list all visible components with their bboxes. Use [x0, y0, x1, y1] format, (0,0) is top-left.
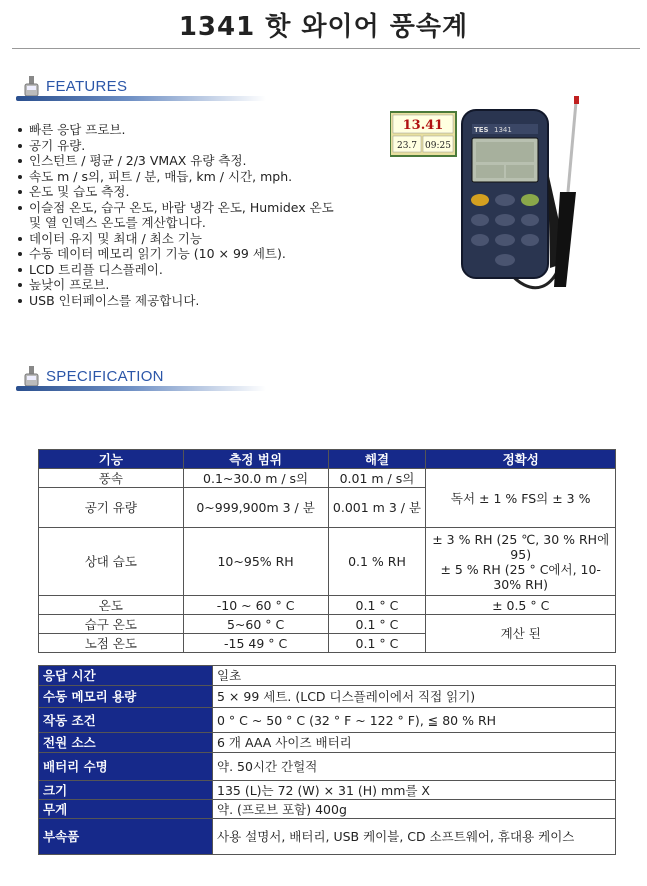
- info-key: 전원 소스: [39, 733, 213, 753]
- feature-item: 속도 m / s의, 피트 / 분, 매듭, km / 시간, mph.: [18, 169, 338, 185]
- spec-header-cell: 해결: [328, 450, 426, 469]
- inset-main-reading: 13.41: [402, 118, 444, 133]
- specification-table: [38, 449, 616, 653]
- info-key: 크기: [39, 781, 213, 800]
- table-row: [39, 469, 616, 488]
- spec-cell: 10~95% RH: [183, 528, 328, 596]
- spec-cell: 0.001 m 3 / 분: [328, 488, 426, 528]
- spec-cell: 온도: [39, 596, 184, 615]
- feature-item: LCD 트리플 디스플레이.: [18, 262, 338, 278]
- meter-brand: TES: [474, 126, 489, 134]
- page-title: 1341 핫 와이어 풍속계: [178, 12, 469, 42]
- feature-item: 수동 데이터 메모리 읽기 기능 (10 × 99 세트).: [18, 246, 338, 262]
- table-row: [39, 781, 616, 800]
- info-value: 약. 50시간 간헐적: [213, 753, 616, 781]
- spec-cell: -15 49 ° C: [183, 634, 328, 653]
- feature-item: 공기 유량.: [18, 138, 338, 154]
- spec-cell: 0.1~30.0 m / s의: [183, 469, 328, 488]
- spec-cell: 풍속: [39, 469, 184, 488]
- inset-display: [390, 112, 456, 156]
- info-key: 수동 메모리 용량: [39, 686, 213, 708]
- feature-item: 빠른 응답 프로브.: [18, 122, 338, 138]
- info-value: 0 ° C ~ 50 ° C (32 ° F ~ 122 ° F), ≦ 80 % RH: [213, 708, 616, 733]
- spec-header-cell: 기능: [39, 450, 184, 469]
- info-key: 작동 조건: [39, 708, 213, 733]
- table-row: [39, 753, 616, 781]
- anemometer-product-image: [390, 92, 630, 307]
- feature-item: 온도 및 습도 측정.: [18, 184, 338, 200]
- feature-item: 데이터 유지 및 최대 / 최소 기능: [18, 231, 338, 247]
- spec-cell: 상대 습도: [39, 528, 184, 596]
- spec-cell: 습구 온도: [39, 615, 184, 634]
- info-value: 약. (프로브 포함) 400g: [213, 800, 616, 819]
- feature-item: 높낮이 프로브.: [18, 277, 338, 293]
- meter-model: 1341: [494, 126, 512, 134]
- table-row: [39, 733, 616, 753]
- spec-cell: 공기 유량: [39, 488, 184, 528]
- spec-cell: 5~60 ° C: [183, 615, 328, 634]
- info-key: 부속품: [39, 819, 213, 855]
- table-row: [39, 528, 616, 596]
- feature-item: 인스턴트 / 평균 / 2/3 VMAX 유량 측정.: [18, 153, 338, 169]
- table-row: [39, 615, 616, 634]
- spec-header-row: [39, 450, 616, 469]
- table-row: [39, 800, 616, 819]
- table-row: [39, 686, 616, 708]
- spec-cell: 계산 된: [426, 615, 616, 653]
- table-row: [39, 666, 616, 686]
- spec-cell: -10 ~ 60 ° C: [183, 596, 328, 615]
- specification-heading-bar: [16, 386, 266, 391]
- table-row: [39, 708, 616, 733]
- info-value: 사용 설명서, 배터리, USB 케이블, CD 소프트웨어, 휴대용 케이스: [213, 819, 616, 855]
- info-value: 6 개 AAA 사이즈 배터리: [213, 733, 616, 753]
- spec-cell: 0.1 ° C: [328, 634, 426, 653]
- spec-header-cell: 정확성: [426, 450, 616, 469]
- general-info-table: [38, 665, 616, 855]
- spec-cell: ± 3 % RH (25 ℃, 30 % RH에 95) ± 5 % RH (25 ° C에서, 10-30% RH): [426, 528, 616, 596]
- inset-left-reading: 23.7: [396, 141, 418, 151]
- info-value: 5 × 99 세트. (LCD 디스플레이에서 직접 읽기): [213, 686, 616, 708]
- title-divider: [12, 48, 640, 49]
- spec-cell: ± 0.5 ° C: [426, 596, 616, 615]
- meter-body: [462, 110, 548, 278]
- features-heading-label: FEATURES: [46, 78, 128, 95]
- features-list: [18, 122, 338, 308]
- info-value: 135 (L)는 72 (W) × 31 (H) mm를 X: [213, 781, 616, 800]
- inset-right-reading: 09:25: [425, 141, 451, 151]
- table-row: [39, 819, 616, 855]
- spec-cell: 0.1 ° C: [328, 596, 426, 615]
- feature-item: USB 인터페이스를 제공합니다.: [18, 293, 338, 309]
- features-heading: [16, 76, 276, 104]
- info-key: 배터리 수명: [39, 753, 213, 781]
- specification-heading-label: SPECIFICATION: [46, 368, 164, 385]
- features-heading-bar: [16, 96, 266, 101]
- info-key: 응답 시간: [39, 666, 213, 686]
- spec-cell: 노점 온도: [39, 634, 184, 653]
- spec-cell: 0~999,900m 3 / 분: [183, 488, 328, 528]
- specification-heading: [16, 366, 276, 394]
- spec-cell: 0.1 ° C: [328, 615, 426, 634]
- info-value: 일초: [213, 666, 616, 686]
- spec-cell: 0.1 % RH: [328, 528, 426, 596]
- spec-header-cell: 측정 범위: [183, 450, 328, 469]
- spec-cell: 독서 ± 1 % FS의 ± 3 %: [426, 469, 616, 528]
- spec-cell: 0.01 m / s의: [328, 469, 426, 488]
- probe: [554, 96, 579, 287]
- feature-item: 이슬점 온도, 습구 온도, 바람 냉각 온도, Humidex 온도 및 열 인덱스 온도를 계산합니다.: [18, 200, 338, 231]
- table-row: [39, 596, 616, 615]
- info-key: 무게: [39, 800, 213, 819]
